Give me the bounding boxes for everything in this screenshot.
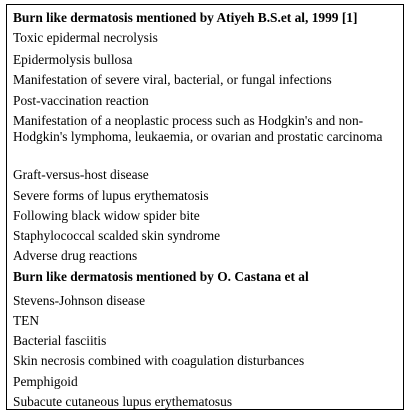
section2-item: Skin necrosis combined with coagulation disturbances: [13, 353, 305, 368]
section1-heading: Burn like dermatosis mentioned by Atiyeh B.S.et al, 1999 [1]: [13, 10, 358, 25]
section1-item: Post-vaccination reaction: [13, 93, 149, 108]
section1-item: Epidermolysis bullosa: [13, 52, 133, 67]
section1-item: Severe forms of lupus erythematosis: [13, 188, 209, 203]
section1-item: Following black widow spider bite: [13, 208, 200, 223]
section1-item: Graft-versus-host disease: [13, 167, 149, 182]
section2-item: Stevens-Johnson disease: [13, 293, 146, 308]
section2-item: Subacute cutaneous lupus erythematosus: [13, 394, 233, 409]
section2-item: TEN: [13, 313, 40, 328]
section1-item: Adverse drug reactions: [13, 248, 138, 263]
section2-item: Bacterial fasciitis: [13, 333, 107, 348]
section1-item: Manifestation of a neoplastic process such as Hodgkin's and non-Hodgkin's lymphoma, leukaemia, or ovarian and prostatic carcinoma: [13, 113, 383, 144]
section1-item: Staphylococcal scalded skin syndrome: [13, 228, 221, 243]
section2-item: Pemphigoid: [13, 374, 78, 389]
section1-item: Manifestation of severe viral, bacterial, or fungal infections: [13, 72, 332, 87]
section2-heading: Burn like dermatosis mentioned by O. Castana et al: [13, 269, 309, 284]
section1-item: Toxic epidermal necrolysis: [13, 30, 158, 45]
dermatosis-table: [6, 4, 404, 410]
